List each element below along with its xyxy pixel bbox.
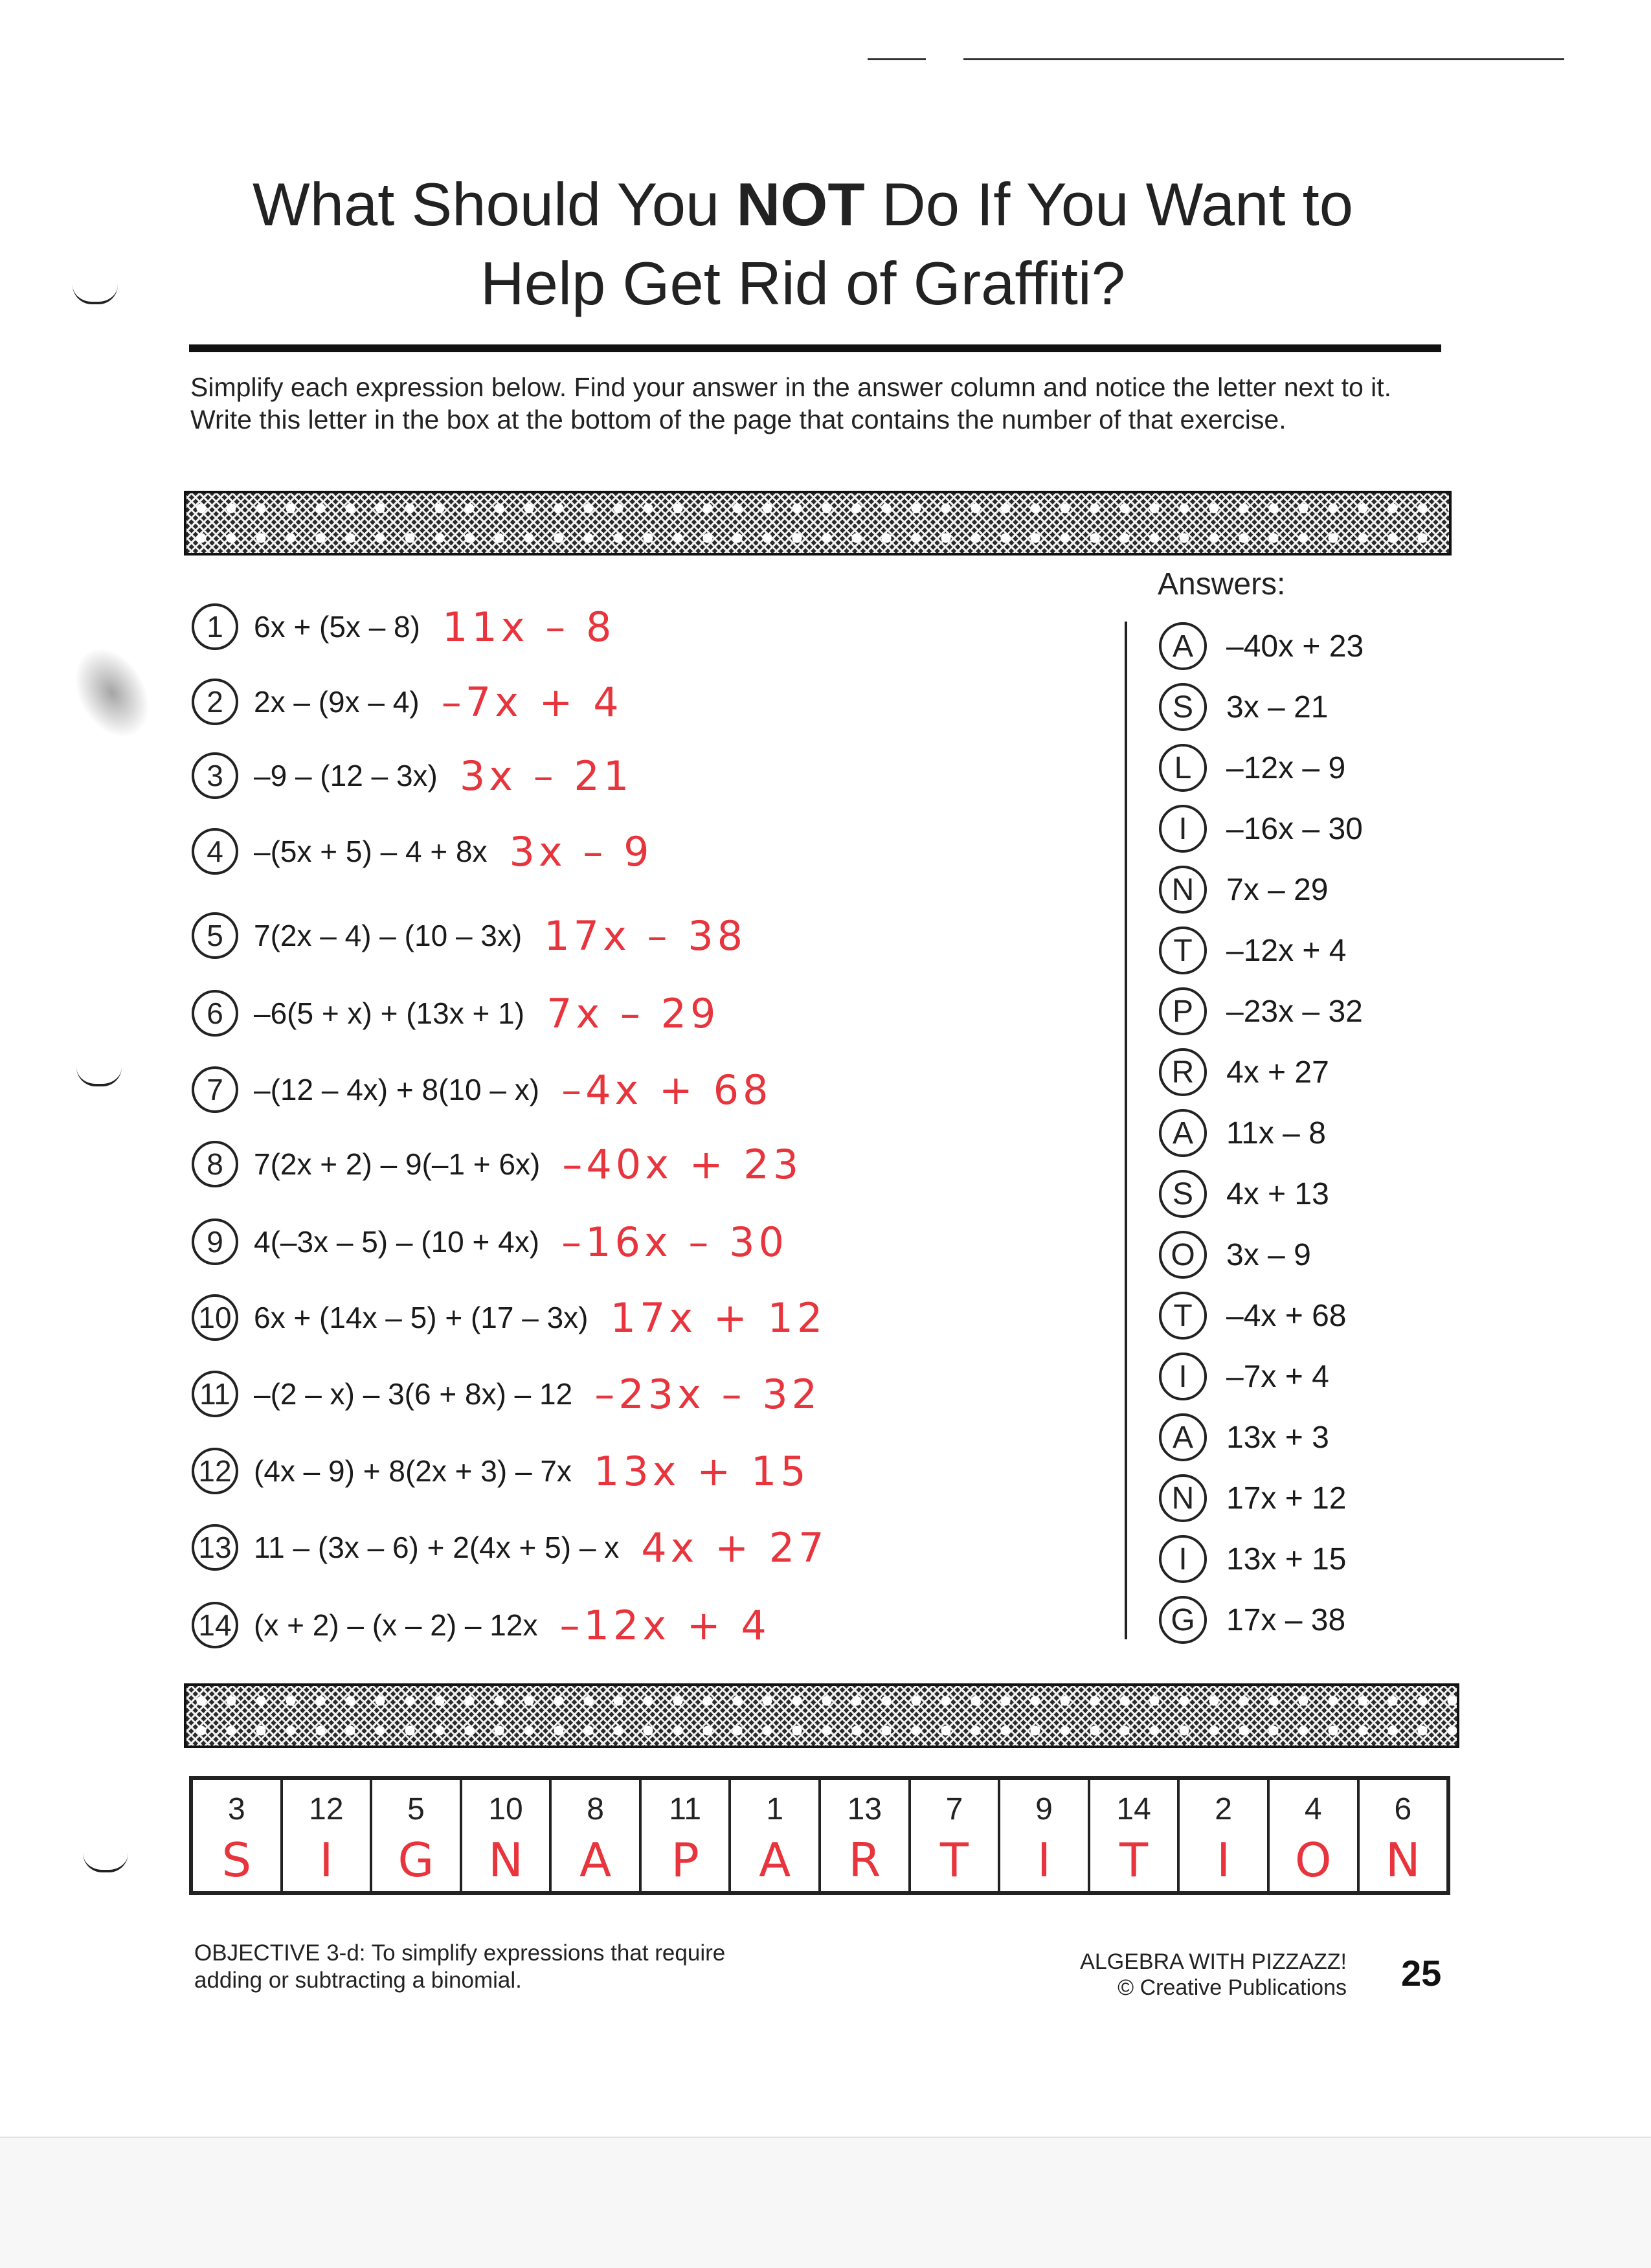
problem-expression: (x + 2) – (x – 2) – 12x — [254, 1608, 538, 1642]
problem-number: 5 — [192, 912, 238, 959]
title-line-1: What Should You NOT Do If You Want to — [253, 170, 1353, 238]
handwritten-answer: 17x – 38 — [544, 912, 747, 960]
decode-box — [728, 1780, 818, 1891]
problem-expression: –(12 – 4x) + 8(10 – x) — [254, 1073, 540, 1106]
answer-letter: S — [1159, 1170, 1207, 1218]
handwritten-answer: 11x – 8 — [442, 603, 616, 651]
answer-choice — [1159, 1107, 1326, 1159]
decode-box-letter: A — [759, 1833, 791, 1887]
answer-choice — [1159, 620, 1364, 672]
answer-choice — [1159, 864, 1328, 915]
answer-value: 3x – 9 — [1226, 1237, 1311, 1272]
problem-number: 3 — [192, 752, 238, 799]
decode-box-number: 7 — [945, 1792, 963, 1826]
handwritten-answer: 3x – 9 — [509, 827, 653, 875]
problem-row — [192, 1292, 826, 1343]
decode-box-number: 4 — [1304, 1792, 1322, 1826]
answer-value: –12x + 4 — [1226, 933, 1347, 968]
decode-box-number: 8 — [587, 1792, 604, 1826]
answer-choice — [1159, 985, 1363, 1037]
answer-choice — [1159, 1533, 1346, 1585]
answer-choice — [1159, 1411, 1329, 1463]
problem-number: 11 — [192, 1371, 238, 1417]
column-divider — [1125, 622, 1127, 1639]
problem-number: 9 — [192, 1218, 238, 1265]
decode-box-letter: N — [1385, 1833, 1421, 1887]
problem-number: 1 — [192, 603, 238, 650]
problem-row — [192, 676, 623, 728]
problem-expression: –9 – (12 – 3x) — [254, 759, 438, 792]
answer-letter: R — [1159, 1048, 1207, 1096]
problem-row — [192, 1064, 772, 1116]
title-underline — [189, 344, 1441, 352]
answer-letter: T — [1159, 926, 1207, 974]
answer-value: 3x – 21 — [1226, 690, 1329, 724]
punch-mark — [76, 1067, 122, 1086]
problem-row — [192, 1368, 821, 1420]
problem-expression: 7(2x + 2) – 9(–1 + 6x) — [254, 1147, 541, 1181]
problem-number: 10 — [192, 1294, 238, 1341]
answer-choice — [1159, 925, 1346, 976]
problem-row — [192, 825, 653, 877]
handwritten-answer: –4x + 68 — [561, 1066, 772, 1114]
decode-box — [1088, 1780, 1178, 1891]
problem-row — [192, 1599, 770, 1651]
answer-choice — [1159, 1046, 1329, 1098]
decode-box — [998, 1780, 1088, 1891]
decode-box-number: 5 — [407, 1792, 425, 1826]
page-title — [155, 165, 1450, 323]
punch-mark — [73, 285, 118, 304]
answer-value: 7x – 29 — [1226, 872, 1329, 907]
answer-choice — [1159, 681, 1328, 733]
problem-number: 13 — [192, 1524, 238, 1571]
decode-box-number: 6 — [1394, 1792, 1412, 1826]
problem-expression: 2x – (9x – 4) — [254, 685, 420, 719]
scan-smudge — [55, 630, 168, 756]
answer-letter: N — [1159, 866, 1207, 914]
title-line-2: Help Get Rid of Graffiti? — [480, 249, 1126, 317]
problem-number: 2 — [192, 679, 238, 725]
decode-box-number: 9 — [1035, 1792, 1053, 1826]
problem-row — [192, 910, 747, 961]
answer-value: –7x + 4 — [1226, 1359, 1329, 1394]
decode-box-number: 12 — [309, 1792, 344, 1826]
objective-text: OBJECTIVE 3-d: To simplify expressions that require adding or subtracting a binomial. — [194, 1940, 726, 1993]
answer-value: –4x + 68 — [1226, 1298, 1347, 1333]
answer-letter: G — [1159, 1596, 1207, 1644]
problem-row — [192, 987, 720, 1039]
scan-bottom-edge — [0, 2137, 1651, 2268]
handwritten-answer: 17x + 12 — [610, 1294, 827, 1342]
decode-box-letter: N — [488, 1833, 523, 1887]
answer-letter: A — [1159, 1413, 1207, 1461]
decode-box — [1357, 1780, 1447, 1891]
answer-choice — [1159, 1472, 1346, 1524]
answer-choice — [1159, 742, 1345, 794]
answer-letter: O — [1159, 1231, 1207, 1279]
answer-choice — [1159, 1168, 1329, 1220]
answer-choice — [1159, 1351, 1329, 1402]
answer-letter: A — [1159, 1109, 1207, 1157]
decode-box — [639, 1780, 729, 1891]
problem-expression: 7(2x – 4) – (10 – 3x) — [254, 919, 522, 952]
problem-number: 14 — [192, 1602, 238, 1648]
answer-value: 17x + 12 — [1226, 1481, 1347, 1516]
answer-value: –40x + 23 — [1226, 629, 1364, 664]
answer-value: 4x + 13 — [1226, 1176, 1329, 1211]
problem-expression: –6(5 + x) + (13x + 1) — [254, 996, 525, 1030]
handwritten-answer: –7x + 4 — [441, 678, 623, 726]
decode-box-number: 1 — [766, 1792, 784, 1826]
decode-box-letter: A — [579, 1833, 612, 1887]
problem-number: 6 — [192, 990, 238, 1037]
problem-expression: 4(–3x – 5) – (10 + 4x) — [254, 1225, 540, 1259]
answer-letter: T — [1159, 1292, 1207, 1340]
problem-row — [192, 1445, 810, 1497]
publisher-line-1: ALGEBRA WITH PIZZAZZ! — [1080, 1949, 1347, 1974]
answer-letter: I — [1159, 1535, 1207, 1583]
problem-row — [192, 601, 615, 653]
decode-box-letter: T — [939, 1833, 969, 1887]
decode-box-number: 11 — [669, 1792, 702, 1826]
decode-box-number: 3 — [227, 1792, 245, 1826]
handwritten-answer: 4x + 27 — [641, 1523, 828, 1571]
problem-expression: 11 – (3x – 6) + 2(4x + 5) – x — [254, 1531, 620, 1564]
decode-box-letter: I — [1217, 1833, 1231, 1887]
handwritten-answer: –40x + 23 — [562, 1140, 803, 1188]
decode-box-letter: T — [1119, 1833, 1149, 1887]
handwritten-answer: 13x + 15 — [593, 1447, 810, 1495]
decode-box-letter: I — [319, 1833, 333, 1887]
answer-letter: L — [1159, 744, 1207, 792]
answer-letter: I — [1159, 1353, 1207, 1400]
answer-choice — [1159, 1594, 1345, 1646]
decode-box — [1267, 1780, 1357, 1891]
problem-number: 8 — [192, 1141, 238, 1187]
problem-number: 7 — [192, 1066, 238, 1113]
answer-letter: N — [1159, 1474, 1207, 1522]
problem-number: 12 — [192, 1448, 238, 1494]
decode-box-number: 10 — [488, 1792, 523, 1826]
problem-expression: 6x + (5x – 8) — [254, 610, 420, 644]
answer-letter: A — [1159, 622, 1207, 670]
answer-choice — [1159, 803, 1363, 855]
decode-box — [549, 1780, 639, 1891]
handwritten-answer: –16x – 30 — [561, 1218, 788, 1266]
decode-box-letter: P — [671, 1833, 699, 1887]
answer-choice — [1159, 1229, 1311, 1281]
problem-expression: –(5x + 5) – 4 + 8x — [254, 835, 488, 868]
decode-box — [460, 1780, 550, 1891]
decode-box-letter: G — [398, 1833, 434, 1887]
decode-box — [818, 1780, 908, 1891]
answer-value: 13x + 15 — [1226, 1542, 1347, 1577]
answer-value: 17x – 38 — [1226, 1602, 1346, 1637]
decode-box-number: 2 — [1215, 1792, 1232, 1826]
answer-value: 4x + 27 — [1226, 1055, 1329, 1090]
answer-value: –23x – 32 — [1226, 994, 1363, 1029]
instructions: Simplify each expression below. Find your answer in the answer column and notice the letter next to it. Write this letter in the box at the bottom of the page that contains the number of that exercise. — [190, 372, 1392, 434]
decode-box-letter: S — [221, 1833, 252, 1887]
answer-value: 13x + 3 — [1226, 1420, 1329, 1455]
decode-box — [193, 1780, 280, 1891]
problem-row — [192, 1216, 788, 1268]
problem-expression: (4x – 9) + 8(2x + 3) – 7x — [254, 1454, 572, 1488]
decode-box — [908, 1780, 998, 1891]
answer-value: –12x – 9 — [1226, 750, 1346, 785]
problem-expression: –(2 – x) – 3(6 + 8x) – 12 — [254, 1377, 573, 1411]
answer-letter: P — [1159, 987, 1207, 1035]
handwritten-answer: –12x + 4 — [559, 1601, 770, 1649]
handwritten-answer: 7x – 29 — [546, 989, 720, 1037]
handwritten-answer: –23x – 32 — [594, 1370, 822, 1418]
answer-letter: I — [1159, 805, 1207, 853]
answer-choice — [1159, 1290, 1346, 1342]
decode-box-number: 13 — [847, 1792, 882, 1826]
decode-box-letter: I — [1037, 1833, 1051, 1887]
decorative-border-bottom — [186, 1686, 1457, 1746]
decorative-border-top — [186, 493, 1449, 553]
problem-row — [192, 1521, 828, 1573]
handwritten-answer: 3x – 21 — [459, 752, 633, 800]
problem-number: 4 — [192, 828, 238, 875]
decode-box-letter: R — [848, 1833, 881, 1887]
problem-row — [192, 750, 633, 802]
page-number: 25 — [1401, 1953, 1442, 1993]
problem-expression: 6x + (14x – 5) + (17 – 3x) — [254, 1301, 589, 1334]
decode-box — [280, 1780, 370, 1891]
decode-box-row — [189, 1776, 1450, 1895]
decode-box — [1177, 1780, 1267, 1891]
punch-mark — [83, 1853, 128, 1872]
decode-box — [370, 1780, 460, 1891]
decode-box-number: 14 — [1116, 1792, 1151, 1826]
answer-letter: S — [1159, 683, 1207, 731]
problem-row — [192, 1138, 802, 1190]
decode-box-letter: O — [1294, 1833, 1332, 1887]
publisher-line-2: © Creative Publications — [1118, 1975, 1347, 2000]
answer-value: 11x – 8 — [1226, 1116, 1326, 1151]
publisher-credit — [997, 1949, 1347, 2001]
top-rule-long — [963, 58, 1564, 60]
top-rule-short — [868, 58, 926, 60]
answer-value: –16x – 30 — [1226, 811, 1363, 846]
answers-heading: Answers: — [1158, 567, 1286, 601]
